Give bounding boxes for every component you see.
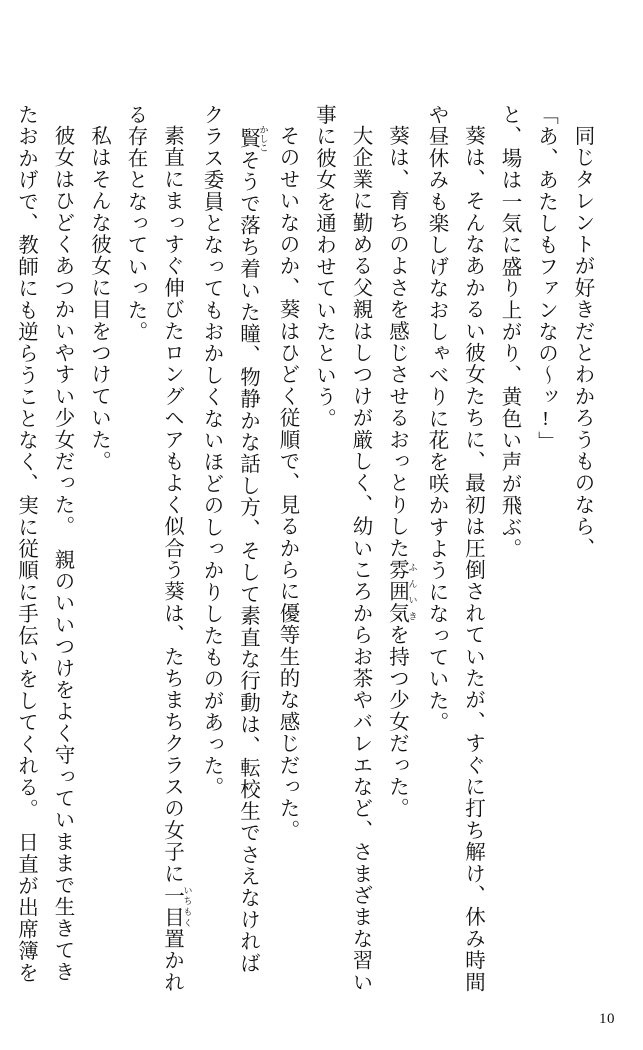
paragraph-3: と、場は一気に盛り上がり、黄色い声が飛ぶ。 (498, 104, 520, 560)
paragraph-1: 同じタレントが好きだとわかろうものなら、 (571, 125, 593, 559)
paragraph-5: 葵は、育ちのよさを感じさせるおっとりした雰囲気 ふんいきを持つ少女だった。 (385, 125, 418, 820)
paragraph-4: 葵は、そんなあかるい彼女たちに、最初は圧倒されていたが、すぐに打ち解け、休み時間や昼休みも楽しげなおしゃべりに花を咲かすようになっていた。 (425, 104, 484, 993)
paragraph-11: 彼女はひどくあつかいやすい少女だった。 親のいいつけをよく守っていままで生きてきたおかげで、教師にも逆らうことなく、実に従順に手伝いをしてくれる。 日直が出席簿を (14, 104, 73, 984)
ruby-ichimoku: 一目 いちもく (160, 884, 193, 928)
ruby-kashiko: 賢 かしこ (236, 125, 269, 152)
paragraph-10: 私はそんな彼女に目をつけていた。 (87, 125, 110, 473)
paragraph-2: 「あ、あたしもファンなの〜ッ!」 (534, 104, 557, 453)
paragraph-8: 賢 かしこそうで落ち着いた瞳、物静かな話し方、そして素直な行動は、転校生でさえなければクラス委員となってもおかしくないほどのしっかりしたものがあった。 (200, 104, 269, 974)
vertical-text-body (14, 104, 600, 994)
paragraph-7: そのせいなのか、葵はひどく従順で、見るからに優等生的な感じだった。 (276, 125, 298, 842)
page-number: 10 (599, 1011, 615, 1027)
paragraph-9: 素直にまっすぐ伸びたロングヘアもよく似合う葵は、たちまちクラスの女子に一目 いちもく置かれる存在となっていった。 (124, 104, 193, 994)
ruby-hun-i-ki: 雰囲気 ふんいき (385, 559, 418, 625)
paragraph-6: 大企業に勤める父親はしつけが厳しく、幼いころからお茶やバレエなど、さまざまな習い事に彼女を通わせていたという。 (312, 104, 371, 993)
